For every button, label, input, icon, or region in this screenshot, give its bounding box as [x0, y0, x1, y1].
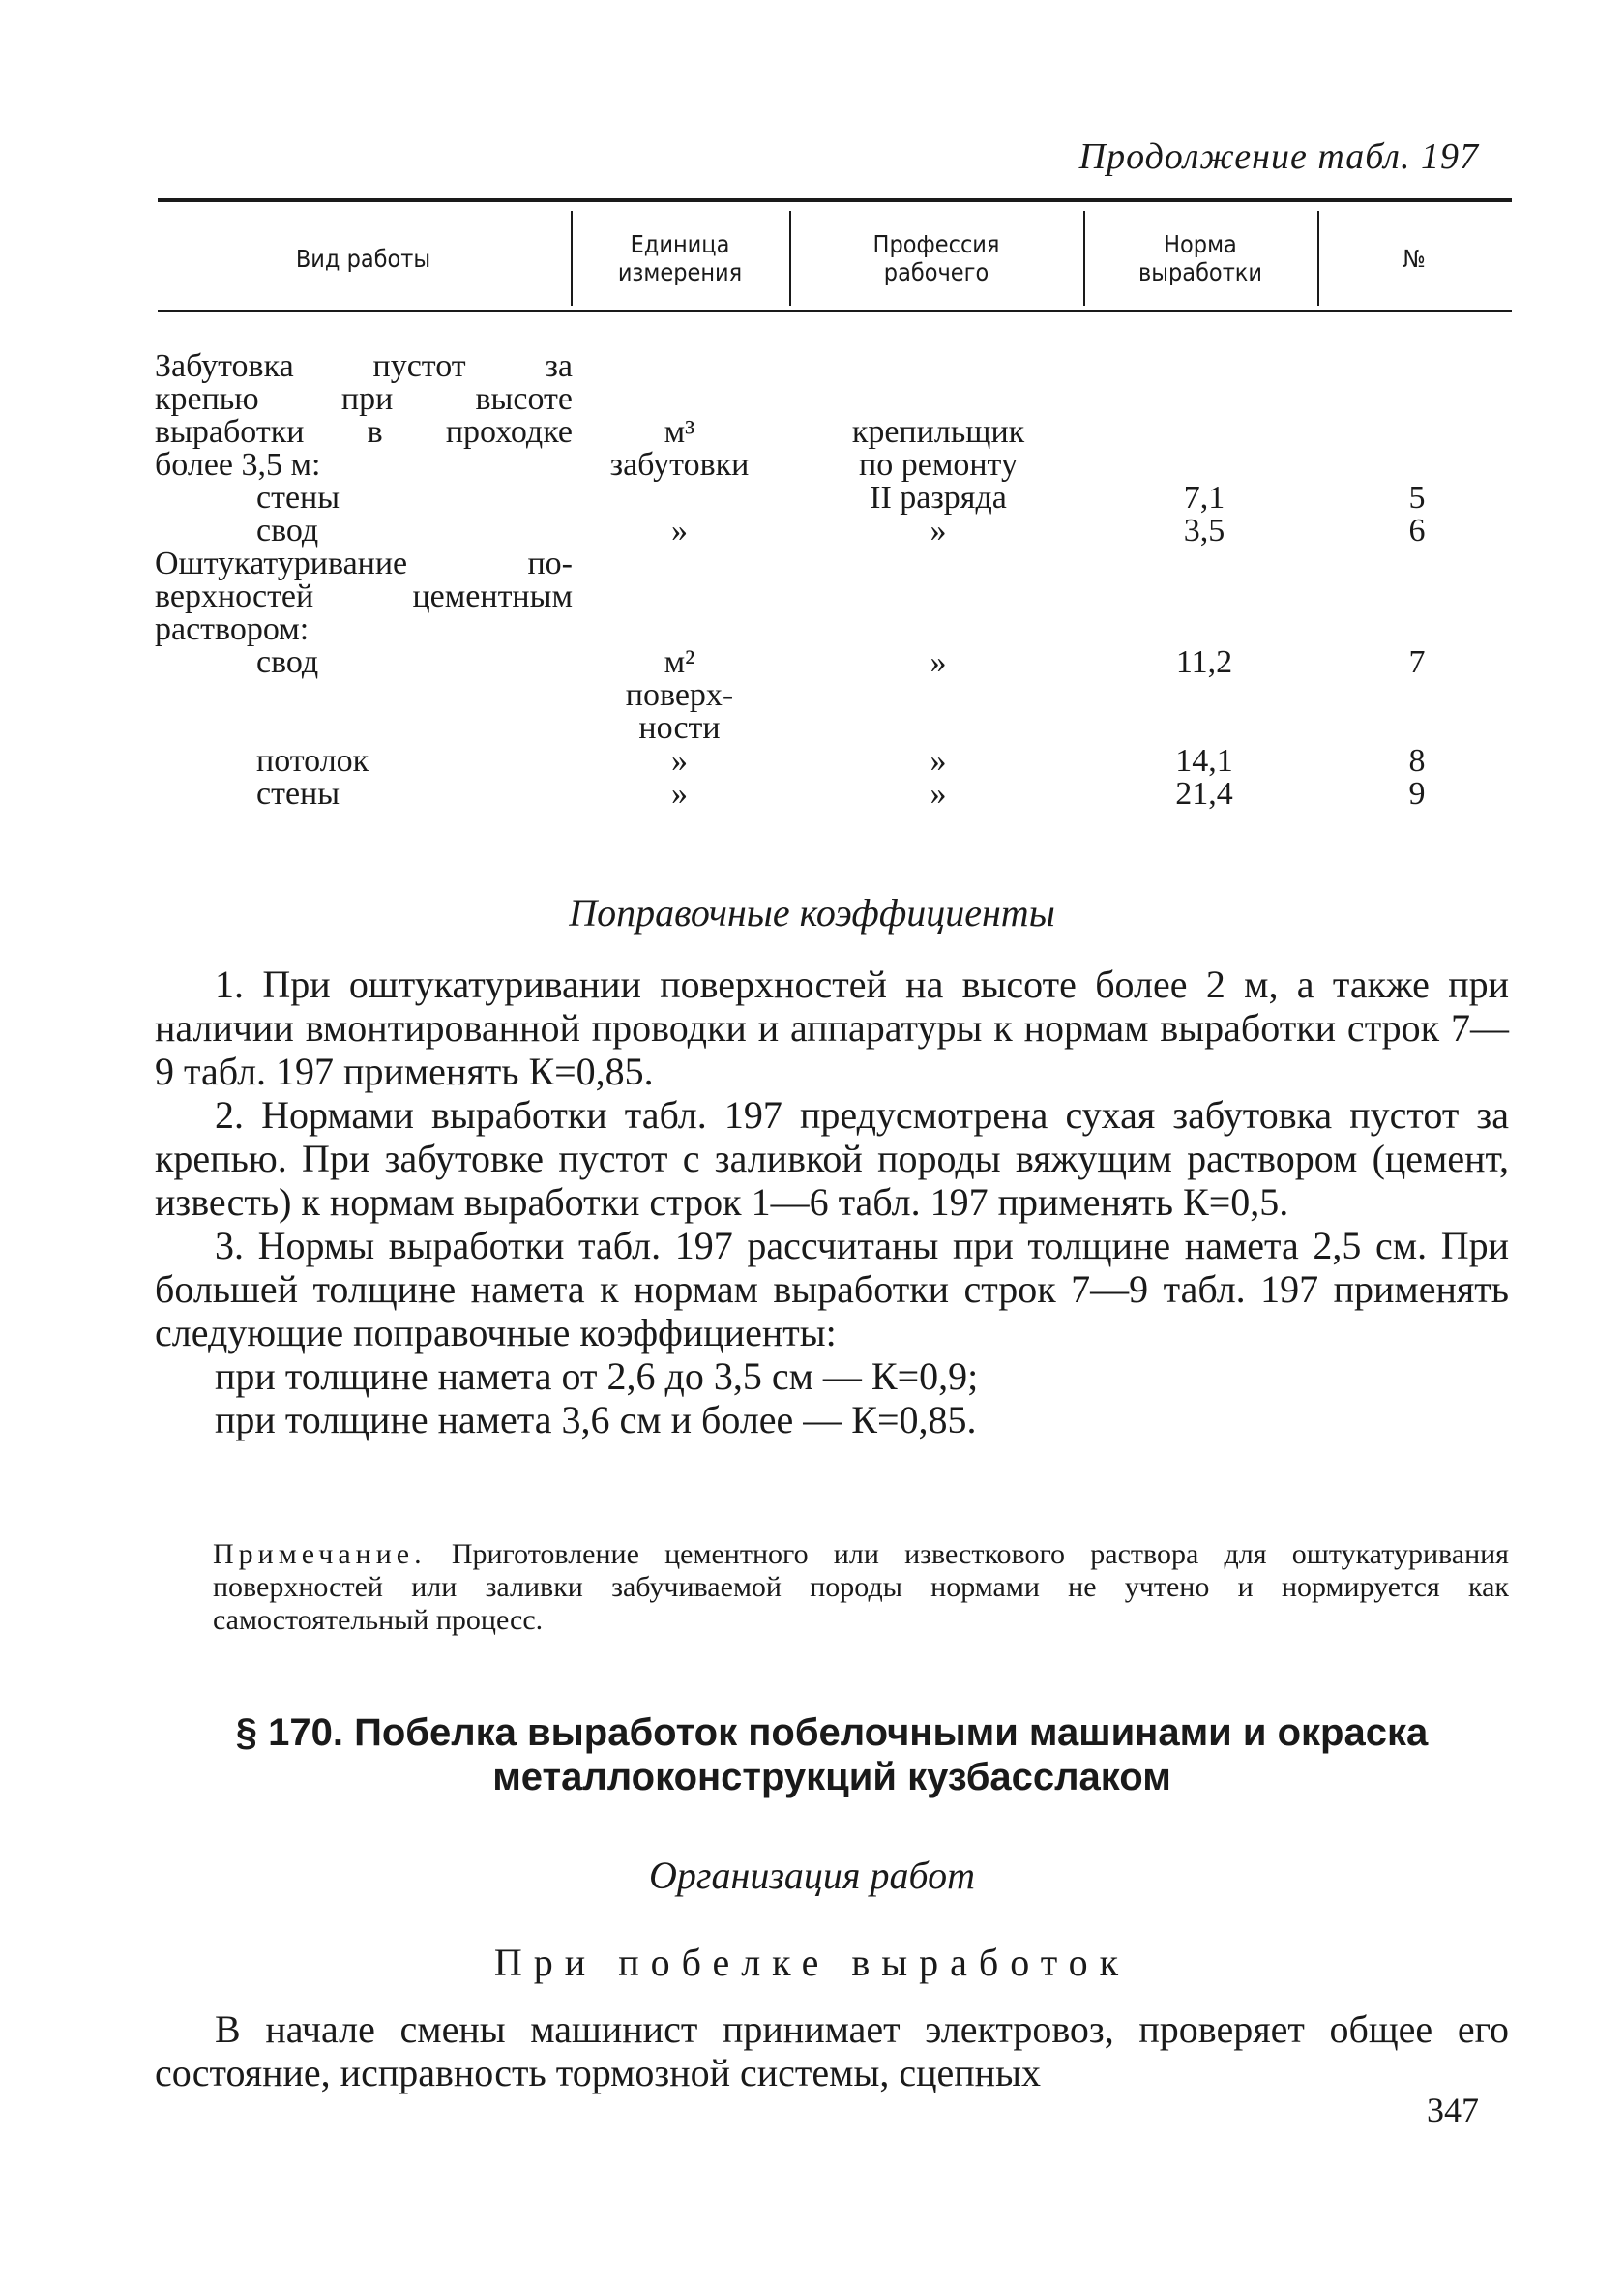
column-header-profession: Профессия рабочего: [872, 230, 1000, 286]
table-cell-work: Забутовка пустот за: [155, 348, 573, 384]
table-cell-unit: »: [671, 743, 688, 779]
table-cell-number: 5: [1408, 480, 1426, 516]
table-cell-work: Оштукатуривание по-: [155, 546, 573, 581]
table-cell-unit: ности: [638, 710, 721, 746]
column-header-unit: Единица измерения: [617, 230, 743, 286]
coefficients-heading: Поправочные коэффициенты: [569, 891, 1055, 935]
table-cell-number: 8: [1408, 743, 1426, 779]
note-text: Приготовление цементного или известкового раствора для оштукатуривания поверхностей или заливки забучиваемой породы нормами не учтено и нормируется как самостоятельный процесс.: [213, 1538, 1509, 1636]
coefficient-subline: при толщине намета от 2,6 до 3,5 см — К=0,9;: [215, 1354, 979, 1398]
coefficient-item: 3. Нормы выработки табл. 197 рассчитаны при толщине намета 2,5 см. При большей толщине намета к нормам выработки строк 7—9 табл. 197 применять следующие поправочные коэффициенты:: [155, 1224, 1509, 1354]
coefficient-subline: при толщине намета 3,6 см и более — К=0,85.: [215, 1398, 977, 1441]
table-cell-norm: 7,1: [1183, 480, 1225, 516]
column-header-work-type: Вид работы: [295, 244, 431, 273]
table-cell-work: потолок: [256, 743, 369, 779]
table-cell-unit: забутовки: [609, 447, 750, 483]
column-header-number: №: [1403, 244, 1426, 273]
table-cell-number: 7: [1408, 644, 1426, 680]
table-cell-norm: 21,4: [1175, 776, 1233, 812]
section-paragraph: В начале смены машинист принимает электровоз, проверяет общее его состояние, исправность тормозной системы, сцепных: [155, 2007, 1509, 2094]
table-cell-profession: по ремонту: [859, 447, 1018, 483]
section-subsubheading: При побелке выработок: [493, 1941, 1131, 1984]
coefficient-item: 2. Нормами выработки табл. 197 предусмотрена сухая забутовка пустот за крепью. При забутовке пустот с заливкой породы вяжущим раствором (цемент, известь) к нормам выработки строк 1—6 табл. 197 применять К=0,5.: [155, 1093, 1509, 1224]
note: [213, 1538, 1509, 1637]
section-title-line: металлоконструкций кузбасслаком: [492, 1756, 1171, 1798]
table-cell-work: свод: [256, 644, 319, 680]
coefficient-item: 1. При оштукатуривании поверхностей на высоте более 2 м, а также при наличии вмонтированной проводки и аппаратуры к нормам выработки строк 7—9 табл. 197 применять К=0,85.: [155, 963, 1509, 1093]
table-cell-work: более 3,5 м:: [155, 447, 321, 483]
page-number: 347: [1427, 2091, 1479, 2129]
table-cell-work: выработки в проходке: [155, 414, 573, 450]
table-cell-work: свод: [256, 513, 319, 549]
table-cell-profession: »: [930, 644, 947, 680]
table-cell-unit: »: [671, 513, 688, 549]
table-cell-work: стены: [256, 480, 340, 516]
table-cell-unit: м³: [664, 414, 695, 450]
table-cell-work: верхностей цементным: [155, 579, 573, 614]
note-label: Примечание.: [213, 1538, 427, 1570]
section-title-line: § 170. Побелка выработок побелочными машинами и окраска: [235, 1711, 1429, 1754]
table-cell-profession: »: [930, 776, 947, 812]
table-cell-unit: м²: [664, 644, 695, 680]
table-cell-norm: 11,2: [1175, 644, 1233, 680]
table-cell-profession: »: [930, 743, 947, 779]
table-cell-profession: »: [930, 513, 947, 549]
table-cell-work: раствором:: [155, 611, 310, 647]
table-continuation-label: Продолжение табл. 197: [1078, 136, 1479, 177]
table-cell-work: крепью при высоте: [155, 381, 573, 417]
section-title: [155, 1710, 1509, 1799]
section-subheading: Организация работ: [648, 1854, 975, 1897]
table-cell-unit: поверх-: [625, 677, 734, 713]
table-cell-profession: крепильщик: [851, 414, 1025, 450]
table-top-rule: [158, 198, 1512, 202]
table-cell-work: стены: [256, 776, 340, 812]
column-header-norm: Норма выработки: [1137, 230, 1262, 286]
table-cell-number: 9: [1408, 776, 1426, 812]
table-cell-norm: 14,1: [1175, 743, 1233, 779]
table-header-rule: [158, 310, 1512, 312]
table-cell-unit: »: [671, 776, 688, 812]
table-cell-norm: 3,5: [1183, 513, 1225, 549]
section-paragraph-block: [155, 2007, 1509, 2094]
coefficients-list: [155, 963, 1509, 1441]
table-cell-number: 6: [1408, 513, 1426, 549]
table-cell-profession: II разряда: [870, 480, 1007, 516]
